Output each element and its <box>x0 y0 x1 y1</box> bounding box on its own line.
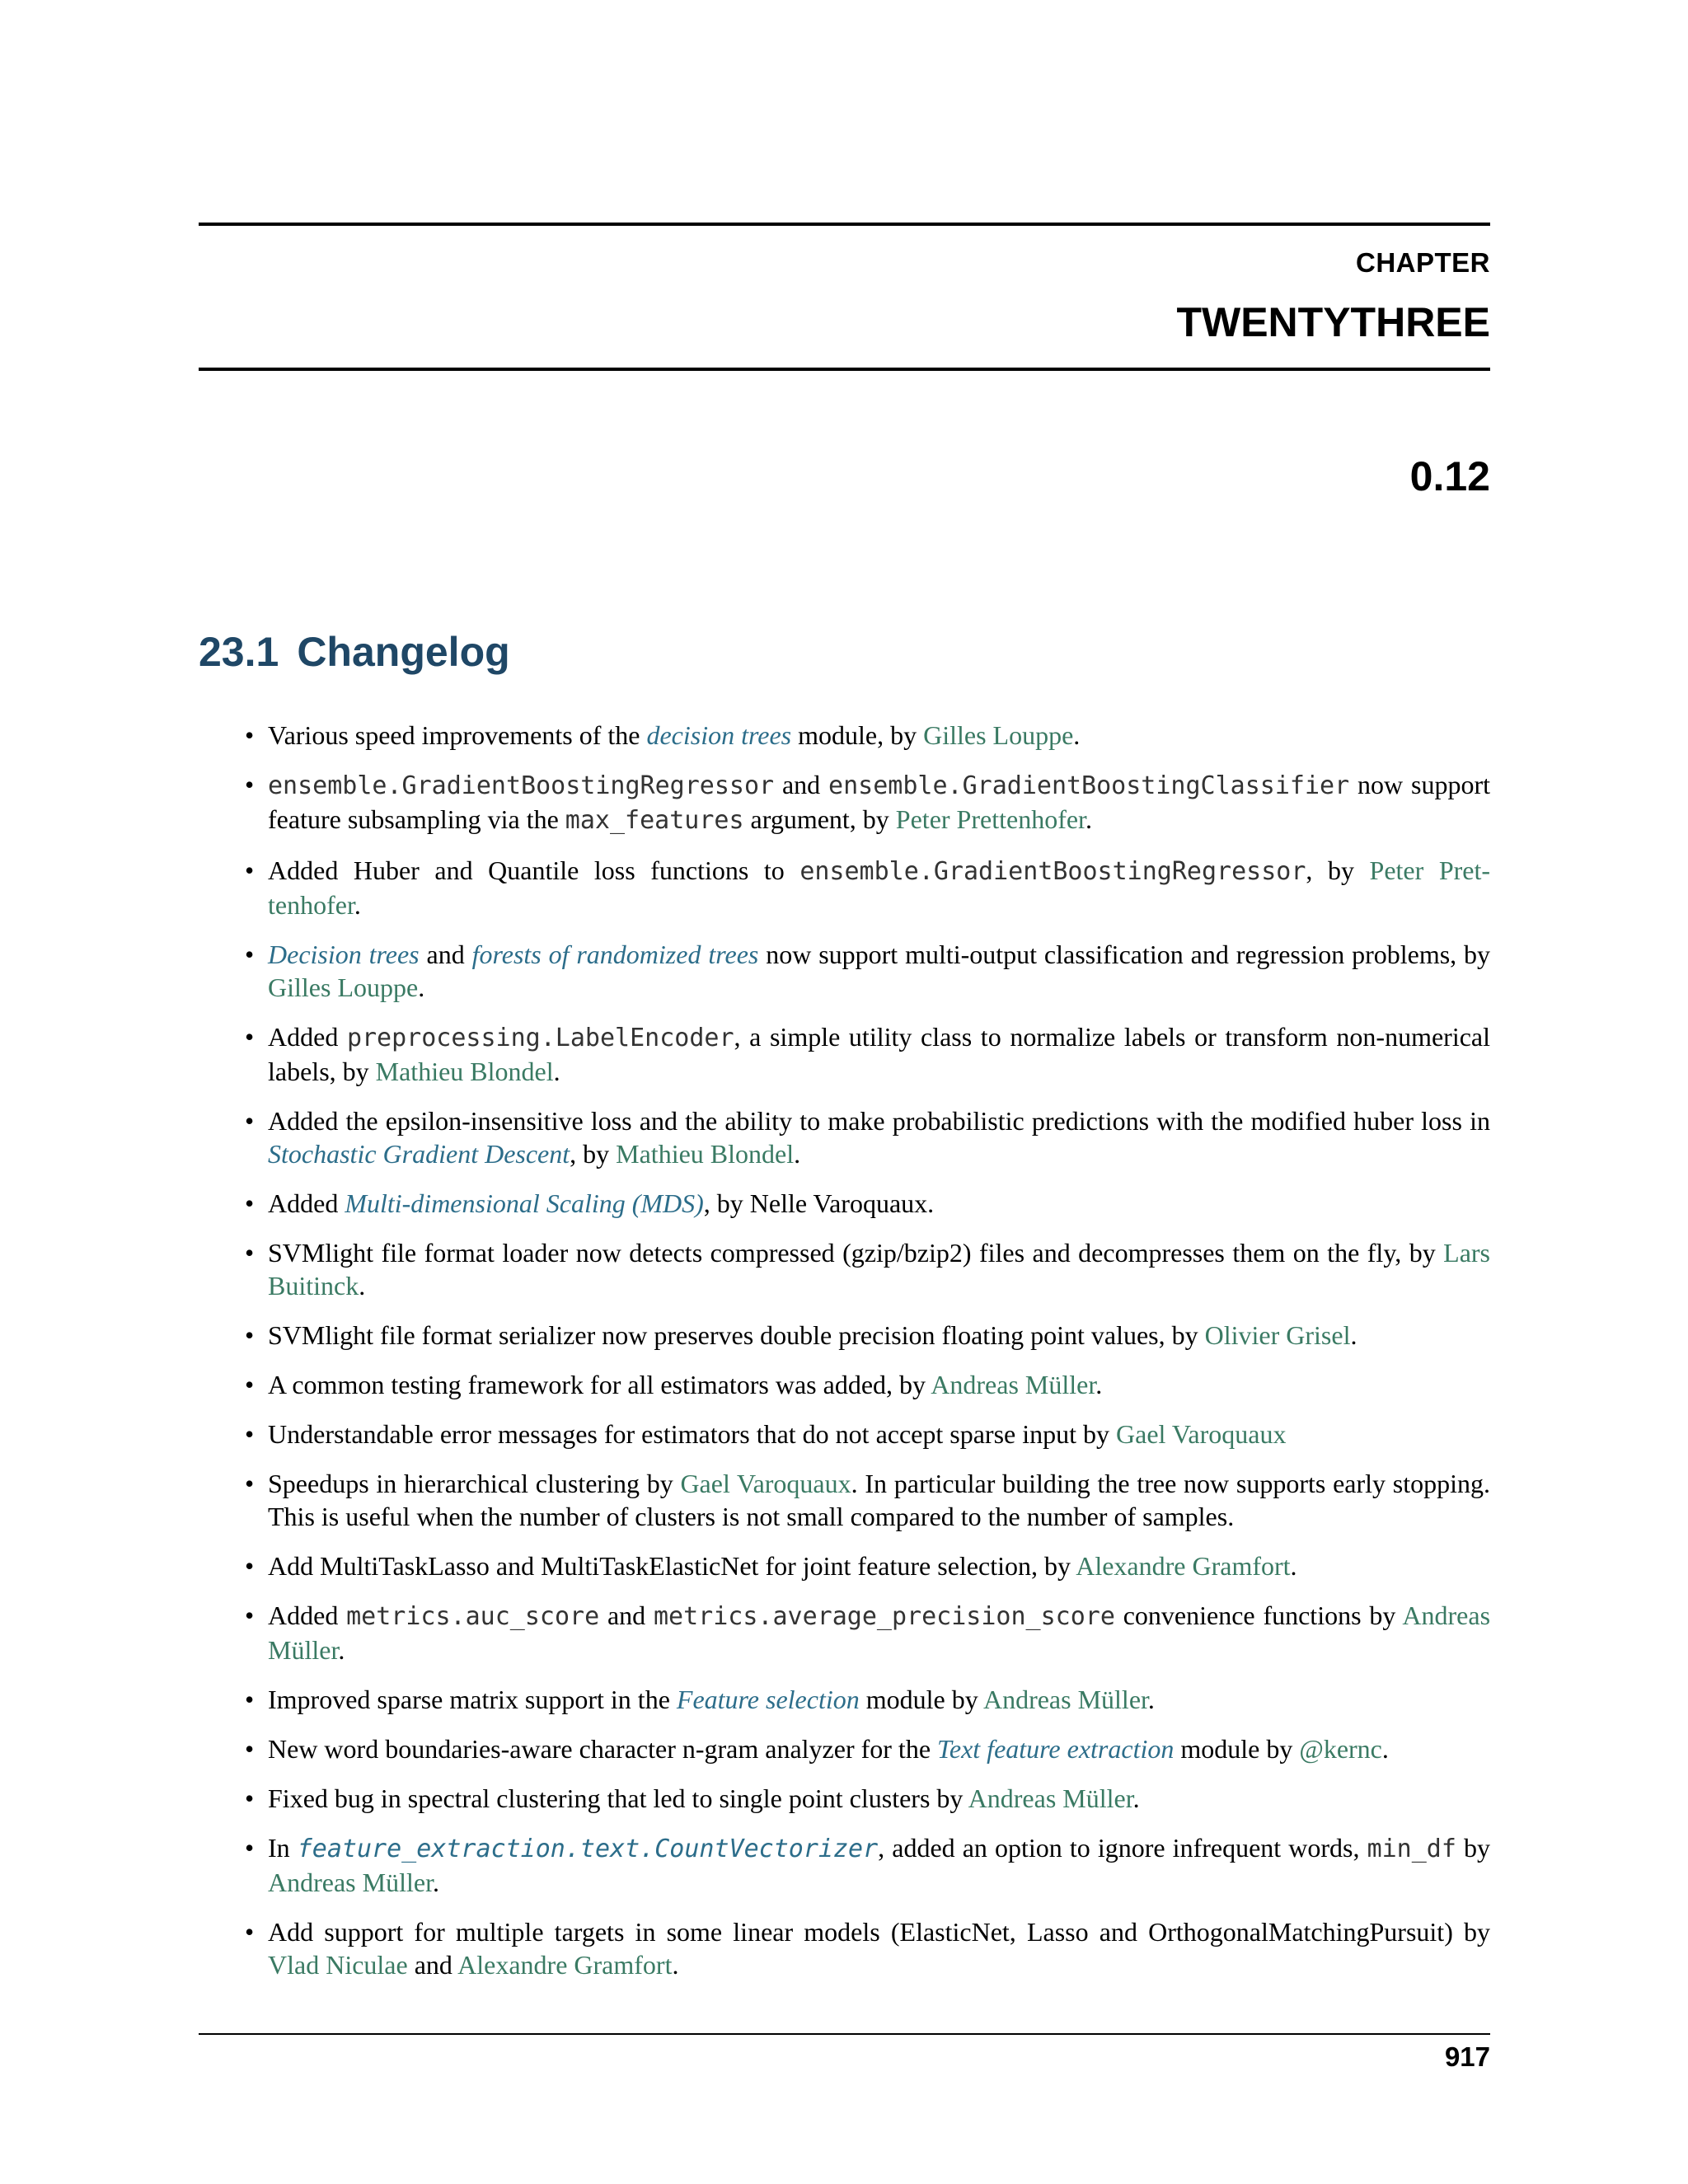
header-bottom-rule <box>199 368 1490 371</box>
author-link[interactable]: Mathieu Blondel <box>375 1057 554 1086</box>
code-literal: ensemble.GradientBoostingClassifier <box>828 771 1350 800</box>
author-link[interactable]: Alexandre Gramfort <box>457 1950 673 1980</box>
page-number: 917 <box>1444 2041 1490 2072</box>
item-text: Various speed improvements of the <box>268 720 647 750</box>
item-text: module by <box>859 1685 983 1714</box>
chapter-label: CHAPTER <box>1355 247 1490 278</box>
item-text: Speedups in hierarchical clustering by <box>268 1469 681 1498</box>
author-link[interactable]: Gael Varoquaux <box>680 1469 851 1498</box>
item-text: , by Nelle Varoquaux. <box>703 1188 935 1218</box>
doc-link[interactable]: decision trees <box>646 720 792 750</box>
code-literal: preprocessing.LabelEncoder <box>346 1024 734 1052</box>
author-link[interactable]: Gael Varoquaux <box>1116 1419 1287 1449</box>
code-literal: max_features <box>565 806 744 835</box>
changelog-item <box>199 1104 1490 1170</box>
item-text: and <box>419 940 472 969</box>
item-text: and <box>599 1601 654 1630</box>
item-text: A common testing framework for all estimators was added, by <box>268 1370 931 1399</box>
changelog-item <box>199 1915 1490 1981</box>
author-link[interactable]: Lars Buitinck <box>268 1238 1490 1301</box>
changelog-item <box>199 854 1490 921</box>
author-link[interactable]: Andreas Müller <box>982 1685 1148 1714</box>
doc-link[interactable]: Decision trees <box>268 940 420 969</box>
doc-link[interactable]: Text feature extraction <box>937 1734 1175 1764</box>
item-text: module by <box>1174 1734 1300 1764</box>
item-text: Add support for multiple targets in some linear models (ElasticNet, Lasso and OrthogonalMatchingPursuit) by <box>268 1917 1490 1947</box>
changelog-item <box>199 1368 1490 1401</box>
item-text: by <box>1456 1833 1491 1863</box>
item-text: now support feature subsampling via the <box>268 770 1490 834</box>
item-text: SVMlight file format serializer now preserves double precision floating point values, by <box>268 1320 1205 1350</box>
item-text: . <box>1095 1370 1103 1399</box>
item-text: module, by <box>791 720 924 750</box>
item-text: Added Huber and Quantile loss functions to <box>268 855 800 885</box>
item-text: Added the epsilon-insensitive loss and the ability to make probabilistic predictions with the modified huber loss in <box>268 1106 1490 1136</box>
item-text: . <box>1147 1685 1155 1714</box>
item-text: . <box>672 1950 679 1980</box>
item-text: . <box>1381 1734 1389 1764</box>
chapter-name: TWENTYTHREE <box>1176 299 1490 345</box>
changelog-item <box>199 1319 1490 1352</box>
doc-link[interactable]: Feature selection <box>676 1685 860 1714</box>
code-literal: ensemble.GradientBoostingRegressor <box>799 857 1306 886</box>
code-literal: metrics.average_precision_score <box>654 1602 1115 1631</box>
author-link[interactable]: Andreas Müller <box>968 1783 1133 1813</box>
item-text: , added an option to ignore infrequent words, <box>878 1833 1367 1863</box>
item-text: . <box>1350 1320 1357 1350</box>
author-link[interactable]: Olivier Grisel <box>1204 1320 1351 1350</box>
changelog-item <box>199 1599 1490 1666</box>
item-text: convenience functions by <box>1114 1601 1403 1630</box>
author-link[interactable]: Gilles Louppe <box>923 720 1074 750</box>
item-text: In <box>268 1833 298 1863</box>
changelog-item <box>199 1831 1490 1899</box>
item-text: argument, by <box>743 804 896 834</box>
changelog-item <box>199 938 1490 1004</box>
item-text: . <box>1073 720 1081 750</box>
author-link[interactable]: Vlad Niculae <box>268 1950 408 1980</box>
changelog-item <box>199 1782 1490 1815</box>
changelog-list <box>199 719 1490 1998</box>
changelog-item <box>199 1236 1490 1302</box>
changelog-item <box>199 768 1490 837</box>
item-text: Added <box>268 1601 347 1630</box>
changelog-item <box>199 1549 1490 1582</box>
author-link[interactable]: Alexandre Gramfort <box>1076 1551 1291 1581</box>
item-text: . <box>359 1271 366 1301</box>
author-link[interactable]: Mathieu Blondel <box>616 1139 795 1169</box>
author-link[interactable]: Gilles Louppe <box>268 972 419 1002</box>
item-text: Added <box>268 1188 345 1218</box>
item-text: . <box>418 972 425 1002</box>
changelog-item <box>199 1467 1490 1533</box>
author-link[interactable]: Peter Pret-tenhofer <box>268 855 1491 920</box>
item-text: . <box>338 1635 345 1665</box>
item-text: Fixed bug in spectral clustering that led to single point clusters by <box>268 1783 968 1813</box>
item-text: , by <box>1306 855 1370 885</box>
header-top-rule <box>199 223 1490 226</box>
section-heading <box>199 628 510 676</box>
doc-link[interactable]: Multi-dimensional Scaling (MDS) <box>345 1188 704 1218</box>
author-link[interactable]: Andreas Müller <box>931 1370 1096 1399</box>
item-text: , by <box>570 1139 617 1169</box>
item-text: now support multi-output classification and regression problems, by <box>758 940 1491 969</box>
item-text: Add MultiTaskLasso and MultiTaskElasticNet for joint feature selection, by <box>268 1551 1076 1581</box>
changelog-item <box>199 1187 1490 1220</box>
item-text: . In particular building the tree now supports early stopping. This is useful when the number of clusters is not small compared to the number of samples. <box>268 1469 1491 1531</box>
item-text: New word boundaries-aware character n-gram analyzer for the <box>268 1734 938 1764</box>
author-link[interactable]: Andreas Müller <box>268 1601 1491 1665</box>
item-text: Added <box>268 1022 347 1052</box>
changelog-item <box>199 719 1490 752</box>
author-link[interactable]: Andreas Müller <box>268 1868 433 1897</box>
code-literal: min_df <box>1367 1835 1456 1863</box>
item-text: Understandable error messages for estimators that do not accept sparse input by <box>268 1419 1117 1449</box>
changelog-item <box>199 1418 1490 1451</box>
item-text: . <box>432 1868 439 1897</box>
doc-link[interactable]: Stochastic Gradient Descent <box>268 1139 570 1169</box>
item-text: . <box>354 890 361 920</box>
item-text: Improved sparse matrix support in the <box>268 1685 677 1714</box>
changelog-item <box>199 1683 1490 1716</box>
doc-link[interactable]: forests of randomized trees <box>471 940 759 969</box>
footer-rule <box>199 2033 1490 2035</box>
item-text: SVMlight file format loader now detects compressed (gzip/bzip2) files and decompresses them on the fly, by <box>268 1238 1444 1268</box>
item-text: , a simple utility class to normalize labels or transform non-numerical labels, by <box>268 1022 1491 1086</box>
section-number: 23.1 <box>199 629 279 675</box>
item-text: and <box>407 1950 458 1980</box>
code-literal: ensemble.GradientBoostingRegressor <box>268 771 775 800</box>
author-link[interactable]: Peter Prettenhofer <box>895 804 1085 834</box>
section-title: Changelog <box>297 629 510 675</box>
item-text: and <box>774 770 829 799</box>
item-text: . <box>553 1057 560 1086</box>
item-text: . <box>1290 1551 1297 1581</box>
changelog-item <box>199 1020 1490 1088</box>
version-title: 0.12 <box>1409 453 1490 499</box>
author-link[interactable]: @kernc <box>1299 1734 1382 1764</box>
item-text: . <box>1085 804 1092 834</box>
changelog-item <box>199 1732 1490 1765</box>
code-link[interactable]: feature_extraction.text.CountVectorizer <box>297 1835 879 1863</box>
item-text: . <box>794 1139 801 1169</box>
code-literal: metrics.auc_score <box>346 1602 600 1631</box>
item-text: . <box>1132 1783 1140 1813</box>
